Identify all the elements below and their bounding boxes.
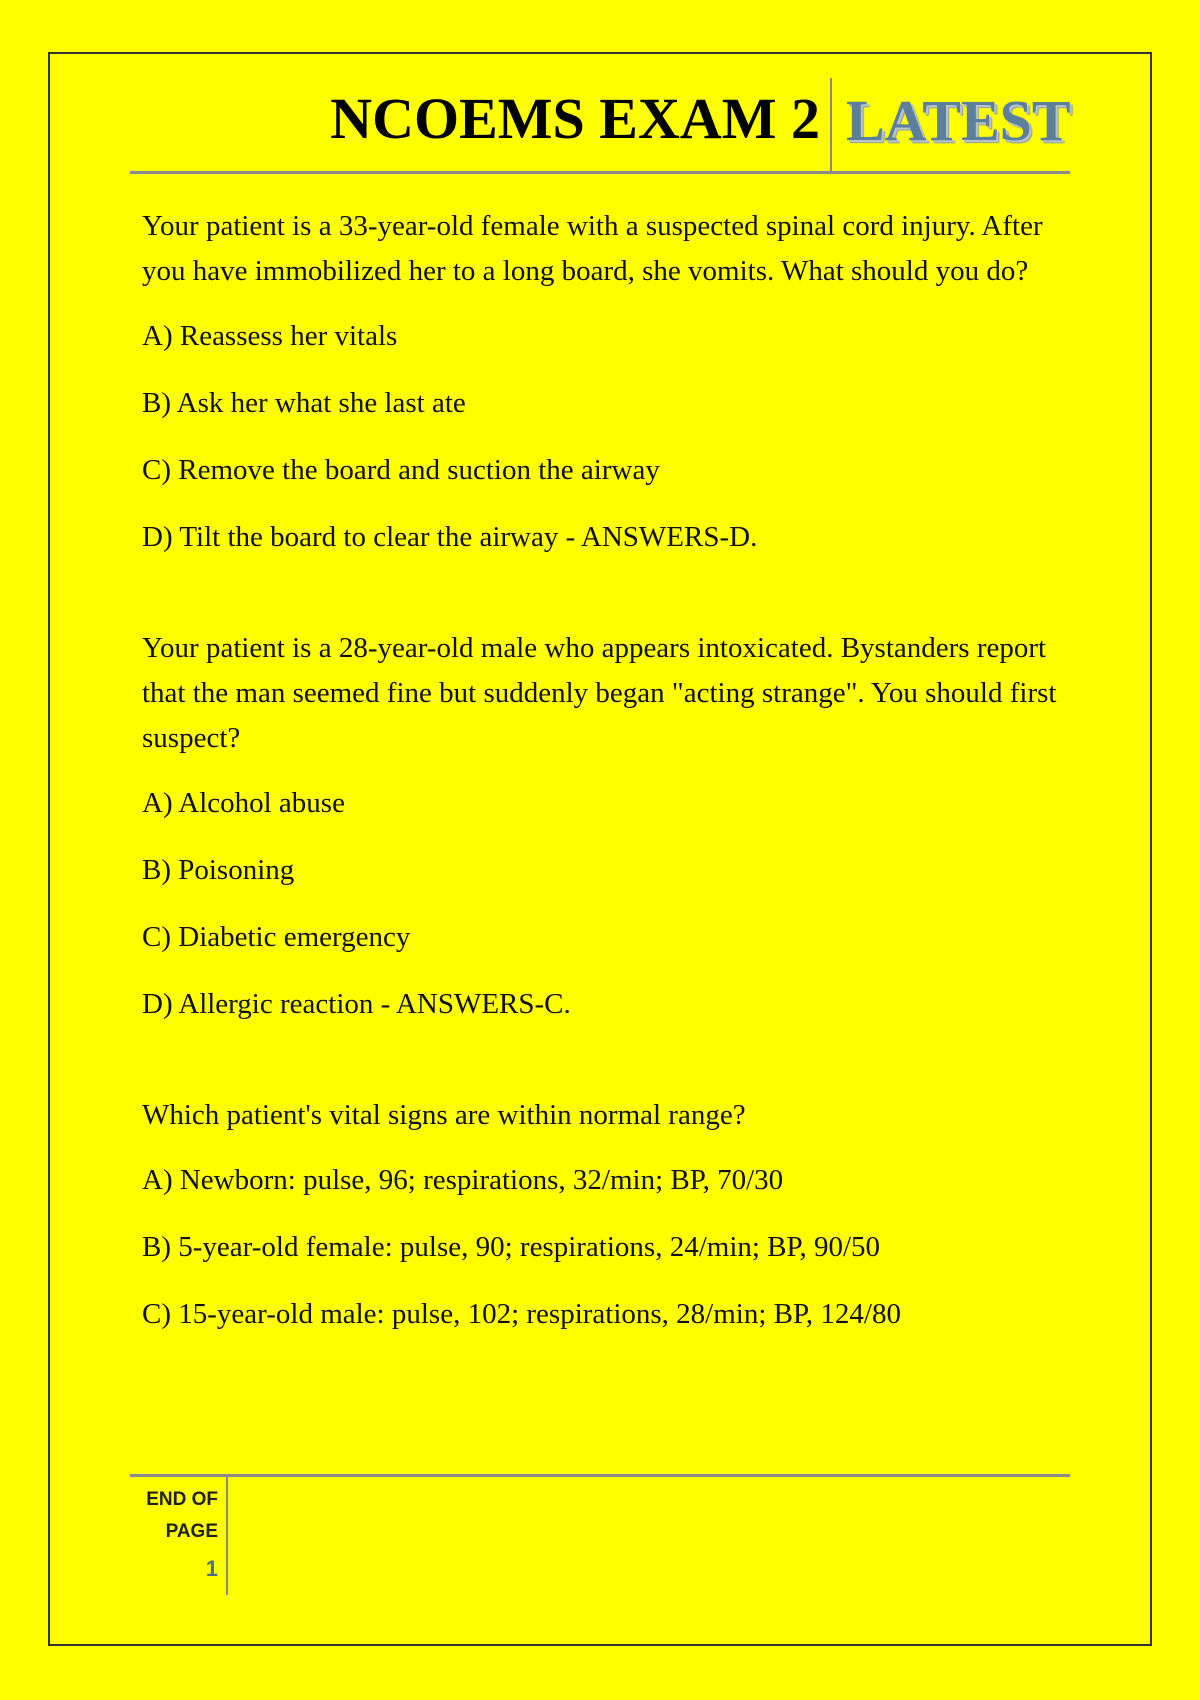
- answer-option: C) Diabetic emergency: [142, 921, 411, 953]
- answer-option: B) Ask her what she last ate: [142, 387, 466, 419]
- answer-option: C) Remove the board and suction the airway: [142, 454, 660, 486]
- answer-option: B) Poisoning: [142, 854, 295, 886]
- question-block-1: [142, 204, 1072, 560]
- end-of-label: END OF: [146, 1489, 218, 1510]
- question-text: Which patient's vital signs are within normal range?: [142, 1099, 746, 1131]
- page-number: 1: [205, 1556, 218, 1581]
- header-divider: [830, 78, 832, 172]
- answer-option: A) Newborn: pulse, 96; respirations, 32/min; BP, 70/30: [142, 1164, 784, 1196]
- footer-divider: [226, 1477, 228, 1595]
- answer-option: B) 5-year-old female: pulse, 90; respirations, 24/min; BP, 90/50: [142, 1231, 880, 1263]
- footer-rule: [130, 1474, 1070, 1477]
- answer-option: A) Reassess her vitals: [142, 320, 398, 352]
- answer-option: D) Allergic reaction - ANSWERS-C.: [142, 988, 571, 1020]
- question-block-3: [142, 1093, 1072, 1337]
- page-label: PAGE: [165, 1521, 218, 1542]
- end-of-page-label: [130, 1484, 218, 1548]
- latest-tag: LATEST: [846, 88, 1071, 153]
- question-block-2: [142, 626, 1072, 1027]
- question-text: Your patient is a 33-year-old female with a suspected spinal cord injury. After you have immobilized her to a long board, she vomits. What should you do?: [142, 210, 1043, 287]
- exam-title: NCOEMS EXAM 2: [330, 86, 820, 151]
- page-header: [130, 78, 1070, 174]
- question-text: Your patient is a 28-year-old male who appears intoxicated. Bystanders report that the man seemed fine but suddenly began "acting strange". You should first suspect?: [142, 632, 1057, 754]
- answer-option: D) Tilt the board to clear the airway - ANSWERS-D.: [142, 521, 758, 553]
- answer-option: C) 15-year-old male: pulse, 102; respirations, 28/min; BP, 124/80: [142, 1298, 901, 1330]
- answer-option: A) Alcohol abuse: [142, 787, 345, 819]
- exam-content: [142, 204, 1072, 1403]
